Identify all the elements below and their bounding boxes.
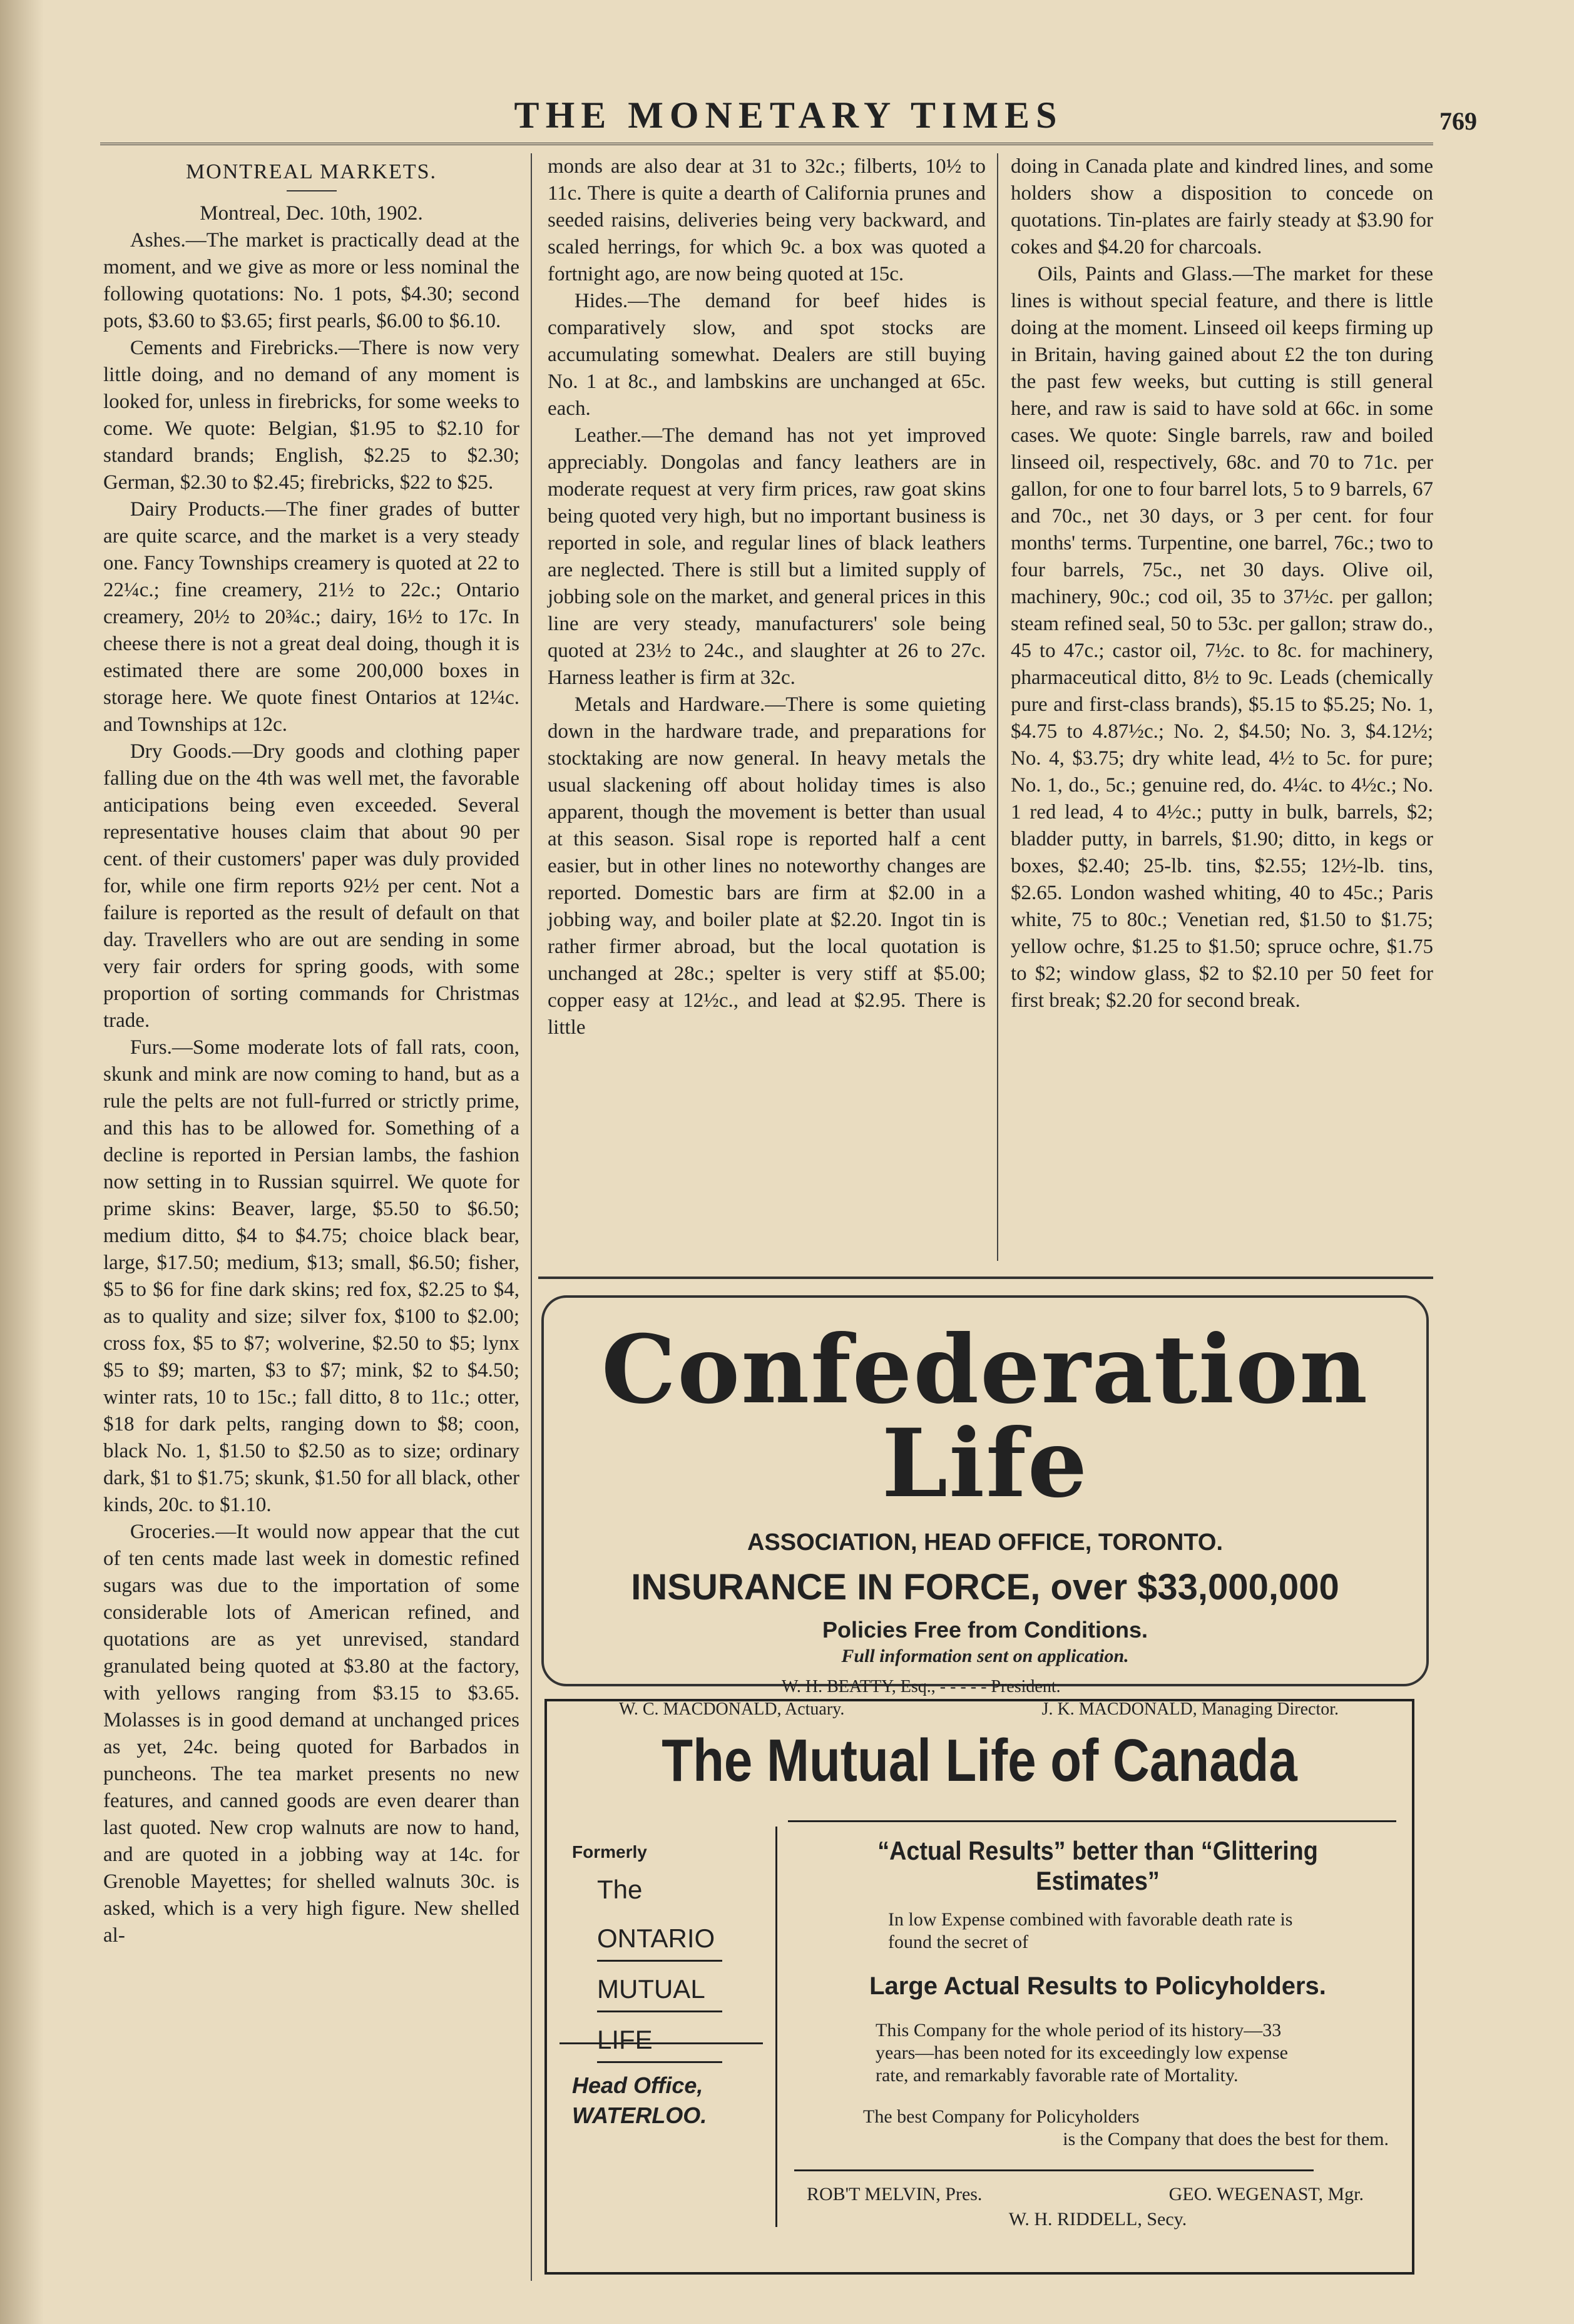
mutual-top-rule <box>788 1820 1396 1822</box>
mutual-head-office <box>572 2071 707 2131</box>
mutual-title: The Mutual Life of Canada <box>662 1727 1297 1794</box>
former-name-line: LIFE <box>597 2025 722 2063</box>
mutual-president: ROB'T MELVIN, Pres. <box>807 2184 983 2204</box>
mutual-large-results: Large Actual Results to Policyholders. <box>869 1972 1326 2000</box>
ad-policies: Policies Free from Conditions. <box>822 1617 1148 1643</box>
mutual-manager: GEO. WEGENAST, Mgr. <box>1168 2184 1364 2204</box>
mutual-life-ad <box>544 1699 1414 2275</box>
ad-actuary: W. C. MACDONALD, Actuary. <box>619 1700 845 1719</box>
paragraph-oils: Oils, Paints and Glass.—The market for these lines is without special feature, and there is little doing at the moment. Linseed oil keeps firming up in Britain, having gained about £2 the ton during the past few weeks, but cutting is still general here, and raw is said to have sold at 66c. in some cases. We quote: Single barrels, raw and boiled linseed oil, respectively, 68c. and 70 to 71c. per gallon, for one to four barrel lots, 5 to 9 barrels, 67 and 70c., net 30 days, or 3 per cent. for four months' terms. Turpentine, one barrel, 76c.; two to four barrels, 75c., net 30 days. Olive oil, machinery, 90c.; cod oil, 35 to 37½c. per gallon; steam refined seal, 50 to 53c. per gallon; straw do., 45 to 47c.; castor oil, 7½c. to 8c. for machinery, pharmaceutical ditto, 8½ to 9c. Leads (chemically pure and first-class brands), $5.15 to $5.25; No. 1, $4.75 to 4.87½c.; No. 2, $4.50; No. 3, $4.12½; No. 4, $3.75; dry white lead, 4½ to 5c. for pure; No. 1, do., 5c.; genuine red, do. 4¼c. to 4½c.; No. 1 red lead, 4 to 4½c.; putty in bulk, barrels, $2; bladder putty, in barrels, $1.90; ditto, in kegs or boxes, $2.40; 25-lb. tins, $2.55; 12½-lb. tins, $2.65. London washed whiting, 40 to 45c.; Paris white, 75 to 80c.; Venetian red, $1.50 to $1.75; yellow ochre, $1.25 to $1.50; spruce ochre, $1.75 to $2; window glass, $2 to $2.10 per 50 feet for first break; $2.20 for second break. <box>1011 263 1433 1012</box>
mutual-best-2: is the Company that does the best for them. <box>1063 2129 1389 2149</box>
mutual-best-1: The best Company for Policyholders <box>863 2106 1140 2127</box>
paragraph-cements: Cements and Firebricks.—There is now very little doing, and no demand of any moment is looked for, unless in firebricks, for some weeks to come. We quote: Belgian, $1.95 to $2.10 for standard brands; English, $2.25 to $2.30; German, $2.30 to $2.45; firebricks, $22 to $25. <box>103 337 519 494</box>
paragraph-furs: Furs.—Some moderate lots of fall rats, coon, skunk and mink are now coming to hand, but as a rule the pelts are not full-furred or strictly prime, and this has to be allowed for. Something of a decline is reported in Persian lambs, the fashion now setting in to Russian squirrel. We quote for prime skins: Beaver, large, $5.50 to $6.50; medium ditto, $4 to $4.75; choice black bear, large, $17.50; medium, $13; small, $6.50; fisher, $5 to $6 for fine dark skins; red fox, $2.25 to $4, as to quality and size; silver fox, $100 to $2.00; cross fox, $5 to $7; wolverine, $2.50 to $5; lynx $5 to $9; marten, $3 to $7; mink, $2 to $4.50; winter rats, 10 to 15c.; fall ditto, 8 to 11c.; otter, $18 for dark pelts, ranging down to $8; coon, black No. 1, $1.50 to $2.50 as to size; ordinary dark, $1 to $1.75; skunk, $1.50 for all black, other kinds, 20c. to $1.10. <box>103 1036 519 1516</box>
running-head <box>100 75 1477 144</box>
head-office-city: WATERLOO. <box>572 2102 707 2128</box>
ad-insurance: INSURANCE IN FORCE, over $33,000,000 <box>631 1567 1339 1608</box>
article-column-1 <box>103 153 519 1949</box>
paragraph-ashes: Ashes.—The market is practically dead at the moment, and we give as more or less nominal the following quotations: No. 1 pots, $4.30; second pots, $3.60 to $3.65; first pearls, $6.00 to $6.10. <box>103 229 519 332</box>
mutual-history: This Company for the whole period of its history—33 years—has been noted for its exceedingly low expense rate, and remarkably favorable rate of Mortality. <box>876 2020 1288 2086</box>
mutual-former-block <box>560 1842 766 2063</box>
article-column-2 <box>548 153 986 1041</box>
column-rule-1 <box>531 153 532 2281</box>
masthead: THE MONETARY TIMES <box>514 94 1063 136</box>
paragraph-leather: Leather.—The demand has not yet improved appreciably. Dongolas and fancy leathers are in moderate request at very firm prices, raw goat skins being quoted very high, but no important business is reported in sole, and regular lines of black leathers are neglected. There is still but a limited supply of jobbing sole on the market, and general prices in this line are very steady, manufacturers' sole being quoted at 23½ to 24c., and slaughter at 26 to 27c. Harness leather is firm at 32c. <box>548 424 986 689</box>
page-number: 769 <box>1439 107 1477 135</box>
mutual-formerly: Formerly <box>572 1842 647 1862</box>
ad-director: J. K. MACDONALD, Managing Director. <box>1041 1700 1339 1719</box>
mutual-vertical-rule <box>775 1827 777 2227</box>
ad-brand-line1: Confederation <box>601 1315 1369 1425</box>
article-dateline: Montreal, Dec. 10th, 1902. <box>200 202 423 225</box>
mutual-low-expense: In low Expense combined with favorable death rate is found the secret of <box>888 1909 1293 1952</box>
ad-separator-rule <box>538 1277 1433 1279</box>
mutual-main-copy <box>794 1836 1401 2230</box>
mutual-slogan: “Actual Results” better than “Glittering Estimates” <box>877 1836 1318 1895</box>
column-rule-2 <box>997 153 998 1261</box>
article-column-3 <box>1011 153 1433 1014</box>
paragraph-dairy: Dairy Products.—The finer grades of butter are quite scarce, and the market is a very steady one. Fancy Townships creamery is quoted at 22 to 22¼c.; fine creamery, 21½ to 22c.; Ontario creamery, 20½ to 20¾c.; dairy, 16½ to 17c. In cheese there is not a great deal doing, though it is estimated there are some 200,000 boxes in storage here. We quote finest Ontarios at 12¼c. and Townships at 12c. <box>103 498 519 736</box>
paragraph-groceries: Groceries.—It would now appear that the cut of ten cents made last week in domestic refined sugars was due to the importation of some considerable lots of American refined, and quotations are as yet unrevised, standard granulated being quoted at $3.80 at the factory, with yellows ranging from $3.15 to $3.65. Molasses is in good demand at unchanged prices as yet, 24c. being quoted for Barbados in puncheons. The tea market presents no new features, and canned goods are even dearer than last quoted. New crop walnuts are now to hand, and are quoted in a jobbing way at 14c. for Grenoble Mayettes; for shelled walnuts 30c. is asked, which is a very high figure. New shelled al- <box>103 1521 519 1947</box>
former-name-line: The <box>597 1875 643 1904</box>
head-office-label: Head Office, <box>572 2072 703 2098</box>
header-rule <box>100 143 1433 145</box>
page-gutter-shadow <box>0 0 44 2324</box>
paragraph-groceries-cont: monds are also dear at 31 to 32c.; filberts, 10½ to 11c. There is quite a dearth of California prunes and seeded raisins, deliveries being very backward, and scaled herrings, for which 9c. a box was quoted a fortnight ago, are now being quoted at 15c. <box>548 155 986 285</box>
former-name-line: MUTUAL <box>597 1974 722 2012</box>
paragraph-metals: Metals and Hardware.—There is some quieting down in the hardware trade, and preparations for stocktaking are now general. In heavy metals the usual slackening off about holiday times is also apparent, though the movement is better than usual at this season. Sisal rope is reported half a cent easier, but in other lines no noteworthy changes are reported. Domestic bars are firm at $2.00 in a jobbing way, and boiler plate at $2.20. Ingot tin is rather firmer abroad, but the local quotation is unchanged at 28c.; spelter is very stiff at $5.00; copper easy at 12½c., and lead at $2.95. There is little <box>548 693 986 1039</box>
ad-association: ASSOCIATION, HEAD OFFICE, TORONTO. <box>747 1529 1224 1556</box>
ad-brand-line2: Life <box>881 1409 1089 1519</box>
mutual-bottom-rule <box>794 2169 1314 2171</box>
confederation-life-ad <box>541 1295 1429 1719</box>
mutual-left-rule <box>560 2042 763 2044</box>
former-name-line: ONTARIO <box>597 1924 722 1962</box>
title-dash <box>287 190 337 191</box>
mutual-former-name <box>560 1875 766 2063</box>
mutual-officer-row <box>794 2184 1401 2205</box>
paragraph-hides: Hides.—The demand for beef hides is comparatively slow, and spot stocks are accumulating somewhat. Dealers are still buying No. 1 at 8c., and lambskins are unchanged at 65c. each. <box>548 290 986 420</box>
paragraph-dry-goods: Dry Goods.—Dry goods and clothing paper falling due on the 4th was well met, the favorable anticipations being even exceeded. Several representative houses claim that about 90 per cent. of their customers' paper was duly provided for, while one firm reports 92½ per cent. Not a failure is reported as the result of default on that day. Travellers who are out are sending in some very fair orders for spring goods, with some proportion of sorting commands for Christmas trade. <box>103 740 519 1032</box>
ad-president: W. H. BEATTY, Esq., - - - - - President. <box>782 1677 1061 1696</box>
ad-info: Full information sent on application. <box>841 1646 1129 1666</box>
paragraph-metals-cont: doing in Canada plate and kindred lines, and some holders show a disposition to concede on quotations. Tin-plates are fairly steady at $3.90 for cokes and $4.20 for charcoals. <box>1011 155 1433 258</box>
mutual-secretary: W. H. RIDDELL, Secy. <box>1008 2209 1187 2230</box>
article-title: MONTREAL MARKETS. <box>185 160 437 183</box>
